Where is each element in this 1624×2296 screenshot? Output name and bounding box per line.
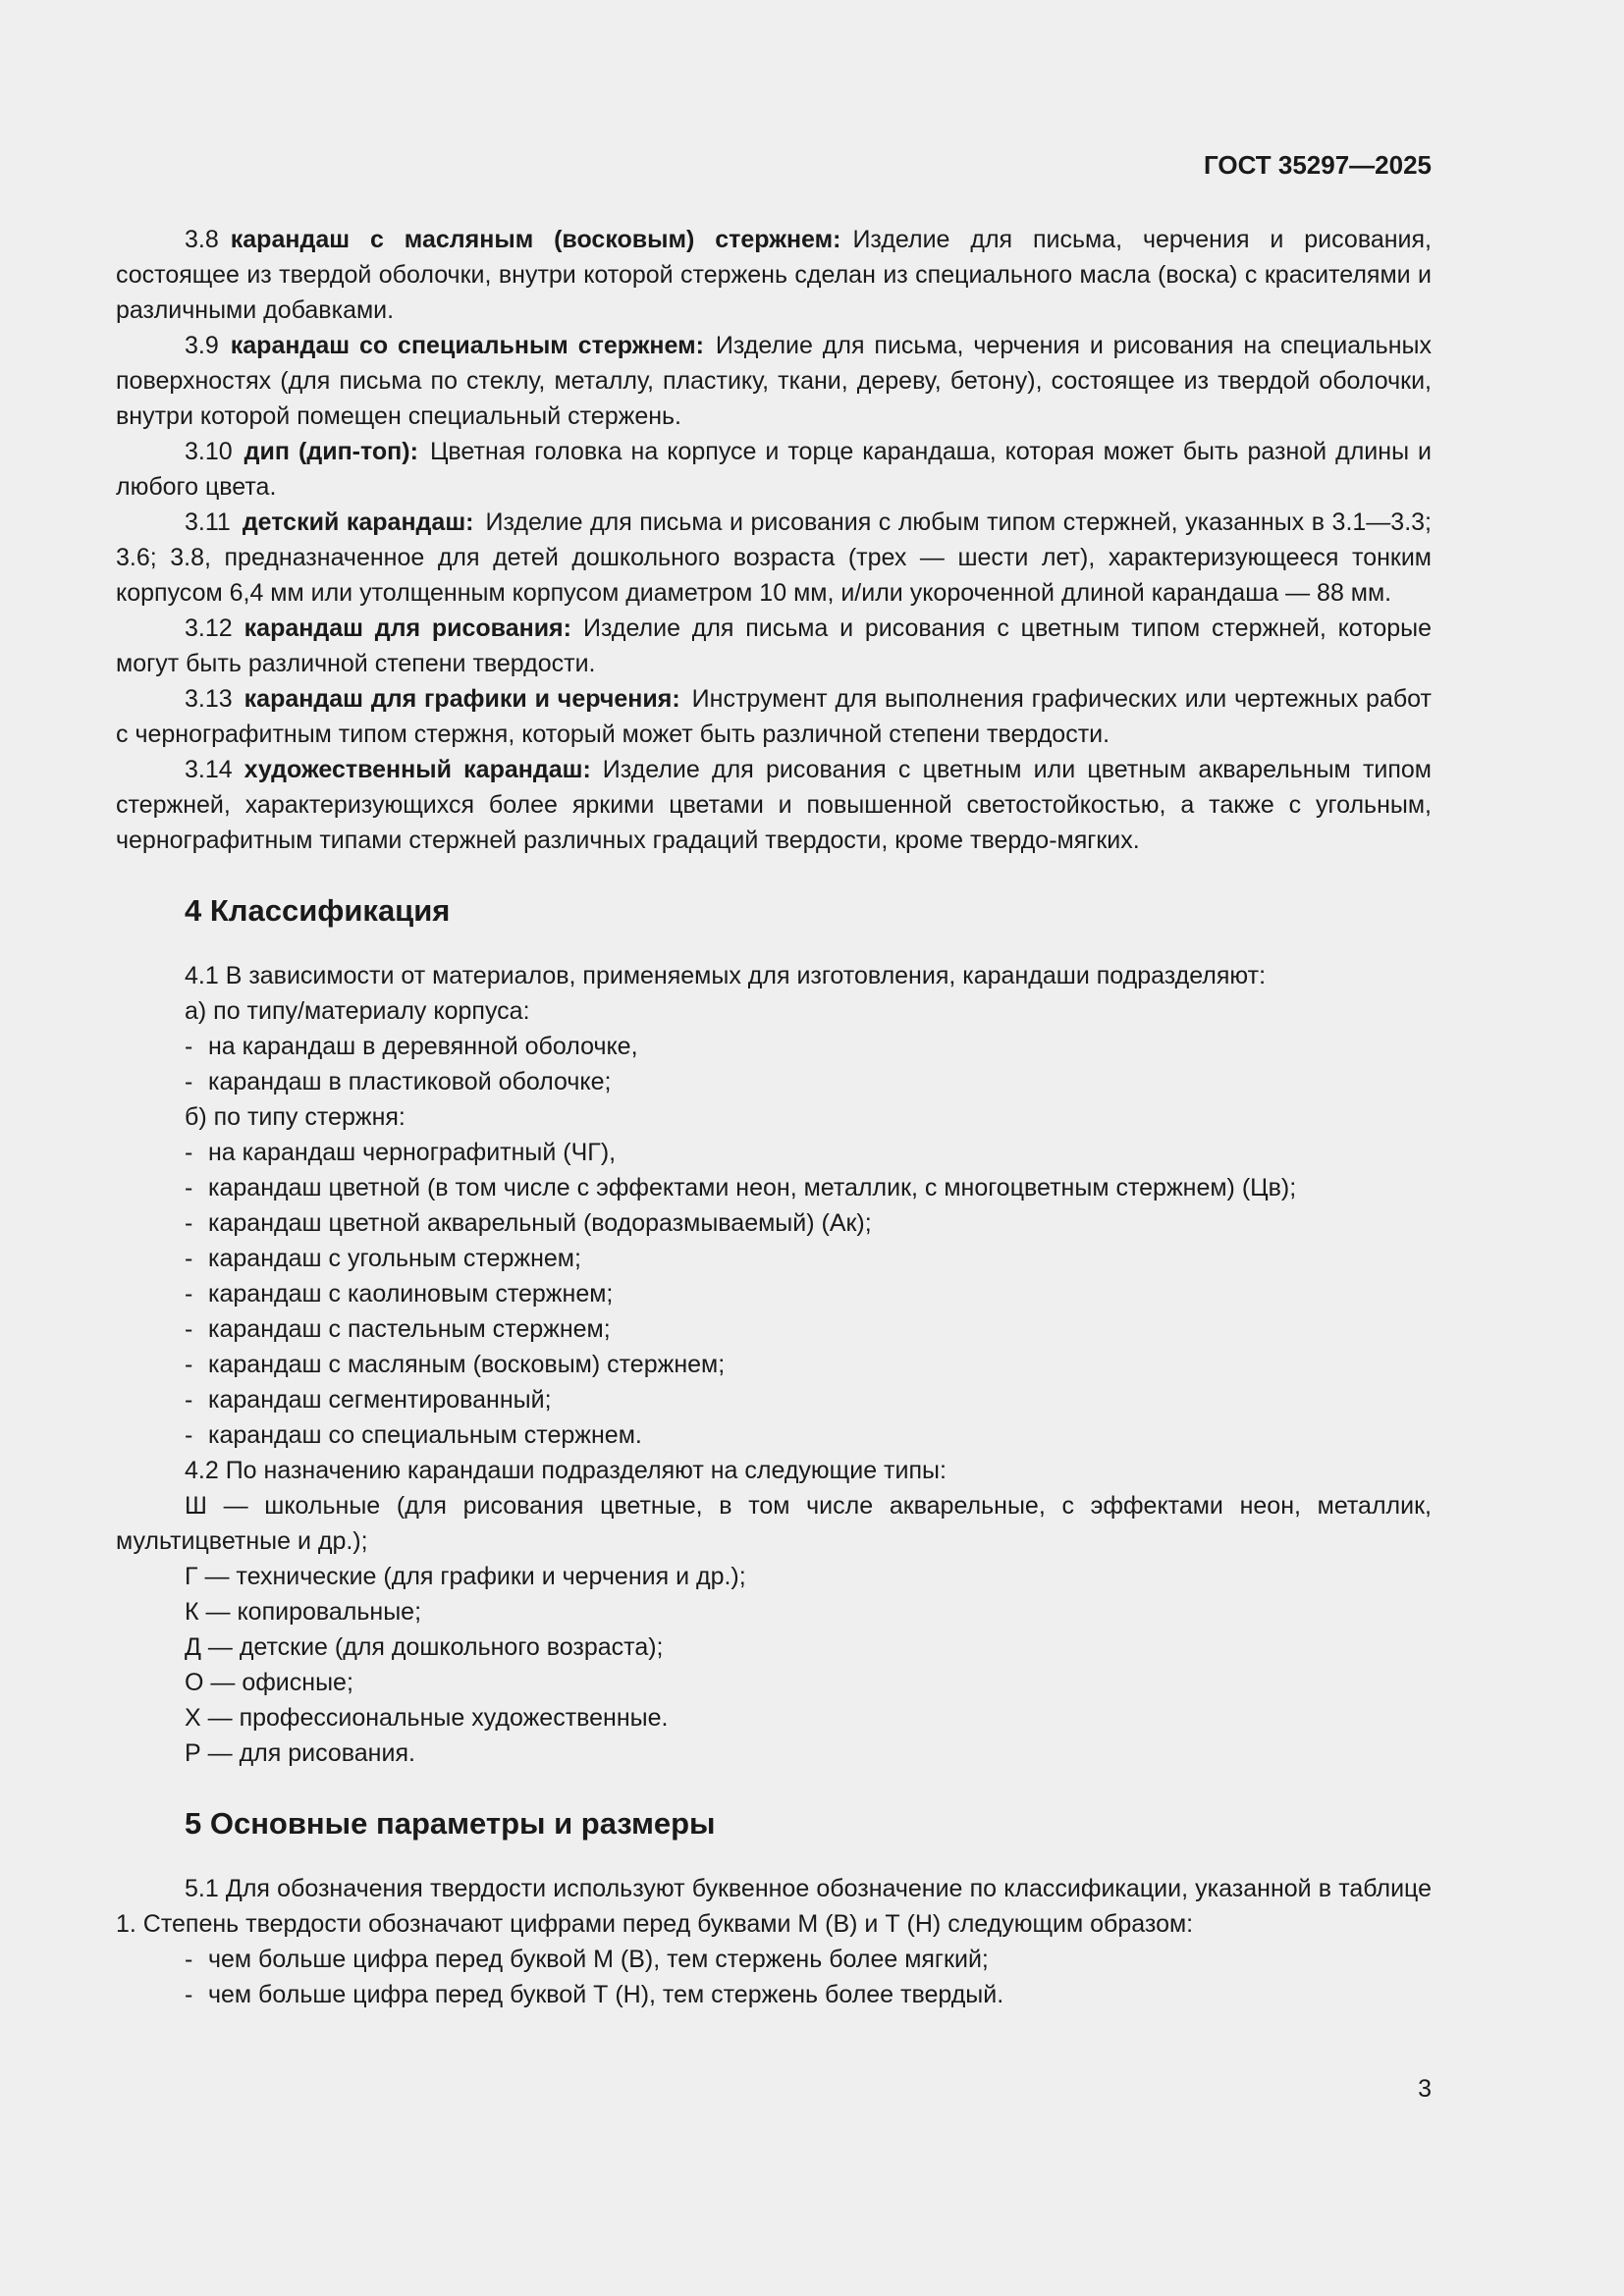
term-title: карандаш для рисования: bbox=[244, 614, 571, 642]
list-item bbox=[116, 1241, 1432, 1276]
list-item-text: на карандаш чернографитный (ЧГ), bbox=[208, 1139, 617, 1166]
term-number: 3.11 bbox=[185, 508, 231, 536]
dash-marker: - bbox=[185, 1033, 193, 1060]
section-4-heading: 4 Классификация bbox=[185, 893, 451, 928]
type-item: Х — профессиональные художественные. bbox=[185, 1704, 669, 1732]
term-definition: Изделие для письма, черчения и рисования, состоящее из твердой оболочки, внутри которой стержень сделан из специального масла (воска) с красителями и различными добавками. bbox=[116, 226, 1432, 324]
term-title: дип (дип-топ): bbox=[244, 438, 418, 465]
term-definition: Цветная головка на корпусе и торце карандаша, которая может быть разной длины и любого цвета. bbox=[116, 438, 1432, 501]
term-3-13 bbox=[116, 681, 1432, 752]
type-item: К — копировальные; bbox=[185, 1598, 422, 1626]
type-item: Г — технические (для графики и черчения и др.); bbox=[185, 1563, 746, 1590]
list-item bbox=[116, 1977, 1432, 2012]
type-item: Д — детские (для дошкольного возраста); bbox=[185, 1633, 664, 1661]
list-item-text: карандаш с угольным стержнем; bbox=[208, 1245, 581, 1272]
term-3-12 bbox=[116, 611, 1432, 681]
list-item-text: карандаш с каолиновым стержнем; bbox=[208, 1280, 614, 1308]
term-definition: Изделие для письма, черчения и рисования на специальных поверхностях (для письма по стеклу, металлу, пластику, ткани, дереву, бетону), состоящее из твердой оболочки, внутри которой помещен специальный стержень. bbox=[116, 332, 1432, 430]
paragraph-4-1: 4.1 В зависимости от материалов, применяемых для изготовления, карандаши подразделяют: bbox=[185, 962, 1267, 989]
dash-marker: - bbox=[185, 1315, 193, 1343]
paragraph-4-2: 4.2 По назначению карандаши подразделяют на следующие типы: bbox=[185, 1457, 947, 1484]
dash-marker: - bbox=[185, 1245, 193, 1272]
term-definition: Инструмент для выполнения графических или чертежных работ с чернографитным типом стержня, который может быть различной степени твердости. bbox=[116, 685, 1432, 748]
dash-marker: - bbox=[185, 1421, 193, 1449]
list-item-text: карандаш с пастельным стержнем; bbox=[208, 1315, 611, 1343]
term-definition: Изделие для рисования с цветным или цветным акварельным типом стержней, характеризующихся более яркими цветами и повышенной светостойкостью, а также с угольным, чернографитным типами стержней различных градаций твердости, кроме твердо-мягких. bbox=[116, 756, 1432, 854]
document-body bbox=[116, 222, 1432, 2012]
list-item-text: карандаш в пластиковой оболочке; bbox=[208, 1068, 612, 1095]
term-title: художественный карандаш: bbox=[244, 756, 591, 783]
list-item-text: карандаш цветной (в том числе с эффектами неон, металлик, с многоцветным стержнем) (Цв); bbox=[208, 1174, 1297, 1201]
list-item bbox=[116, 1205, 1432, 1241]
list-item bbox=[116, 1029, 1432, 1064]
term-definition: Изделие для письма и рисования с любым типом стержней, указанных в 3.1—3.3; 3.6; 3.8, предназначенное для детей дошкольного возраста (трех — шести лет), характеризующееся тонким корпусом 6,4 мм или утолщенным корпусом диаметром 10 мм, и/или укороченной длиной карандаша — 88 мм. bbox=[116, 508, 1432, 607]
list-item bbox=[116, 1347, 1432, 1382]
list-item bbox=[116, 1064, 1432, 1099]
dash-marker: - bbox=[185, 1209, 193, 1237]
term-number: 3.10 bbox=[185, 438, 233, 465]
term-3-10 bbox=[116, 434, 1432, 505]
document-page bbox=[116, 0, 1432, 2296]
list-item-text: карандаш сегментированный; bbox=[208, 1386, 552, 1414]
term-number: 3.13 bbox=[185, 685, 233, 713]
term-number: 3.12 bbox=[185, 614, 233, 642]
list-item-text: карандаш с масляным (восковым) стержнем; bbox=[208, 1351, 726, 1378]
list-item bbox=[116, 1311, 1432, 1347]
paragraph-5-1: 5.1 Для обозначения твердости используют буквенное обозначение по классификации, указанной в таблице 1. Степень твердости обозначают цифрами перед буквами М (В) и Т (Н) следующим образом: bbox=[116, 1875, 1432, 1938]
list-item-text: карандаш со специальным стержнем. bbox=[208, 1421, 642, 1449]
page-number: 3 bbox=[1418, 2075, 1432, 2103]
type-item: Ш — школьные (для рисования цветные, в том числе акварельные, с эффектами неон, металлик, мультицветные и др.); bbox=[116, 1492, 1432, 1555]
dash-marker: - bbox=[185, 1139, 193, 1166]
list-item bbox=[116, 1135, 1432, 1170]
term-3-11 bbox=[116, 505, 1432, 611]
term-number: 3.14 bbox=[185, 756, 233, 783]
dash-marker: - bbox=[185, 1351, 193, 1378]
term-3-8 bbox=[116, 222, 1432, 328]
term-definition: Изделие для письма и рисования с цветным типом стержней, которые могут быть различной степени твердости. bbox=[116, 614, 1433, 677]
type-item: Р — для рисования. bbox=[185, 1739, 415, 1767]
list-item-text: чем больше цифра перед буквой Т (Н), тем стержень более твердый. bbox=[208, 1981, 1004, 2008]
dash-marker: - bbox=[185, 1068, 193, 1095]
term-title: карандаш с масляным (восковым) стержнем: bbox=[230, 226, 841, 253]
dash-marker: - bbox=[185, 1174, 193, 1201]
term-3-14 bbox=[116, 752, 1432, 858]
list-item bbox=[116, 1942, 1432, 1977]
term-title: карандаш со специальным стержнем: bbox=[230, 332, 704, 359]
dash-marker: - bbox=[185, 1386, 193, 1414]
dash-marker: - bbox=[185, 1946, 193, 1973]
list-item bbox=[116, 1417, 1432, 1453]
type-item: О — офисные; bbox=[185, 1669, 353, 1696]
section-5-heading: 5 Основные параметры и размеры bbox=[185, 1806, 716, 1841]
list-item-text: на карандаш в деревянной оболочке, bbox=[208, 1033, 638, 1060]
list-item-text: чем больше цифра перед буквой М (В), тем стержень более мягкий; bbox=[208, 1946, 989, 1973]
list-a-label: а) по типу/материалу корпуса: bbox=[185, 997, 530, 1025]
list-item bbox=[116, 1276, 1432, 1311]
document-header: ГОСТ 35297—2025 bbox=[1204, 150, 1432, 180]
list-item bbox=[116, 1382, 1432, 1417]
term-title: детский карандаш: bbox=[242, 508, 474, 536]
term-3-9 bbox=[116, 328, 1432, 434]
dash-marker: - bbox=[185, 1981, 193, 2008]
term-number: 3.9 bbox=[185, 332, 219, 359]
term-number: 3.8 bbox=[185, 226, 219, 253]
list-item bbox=[116, 1170, 1432, 1205]
list-item-text: карандаш цветной акварельный (водоразмываемый) (Ак); bbox=[208, 1209, 872, 1237]
dash-marker: - bbox=[185, 1280, 193, 1308]
list-b-label: б) по типу стержня: bbox=[185, 1103, 406, 1131]
term-title: карандаш для графики и черчения: bbox=[244, 685, 680, 713]
